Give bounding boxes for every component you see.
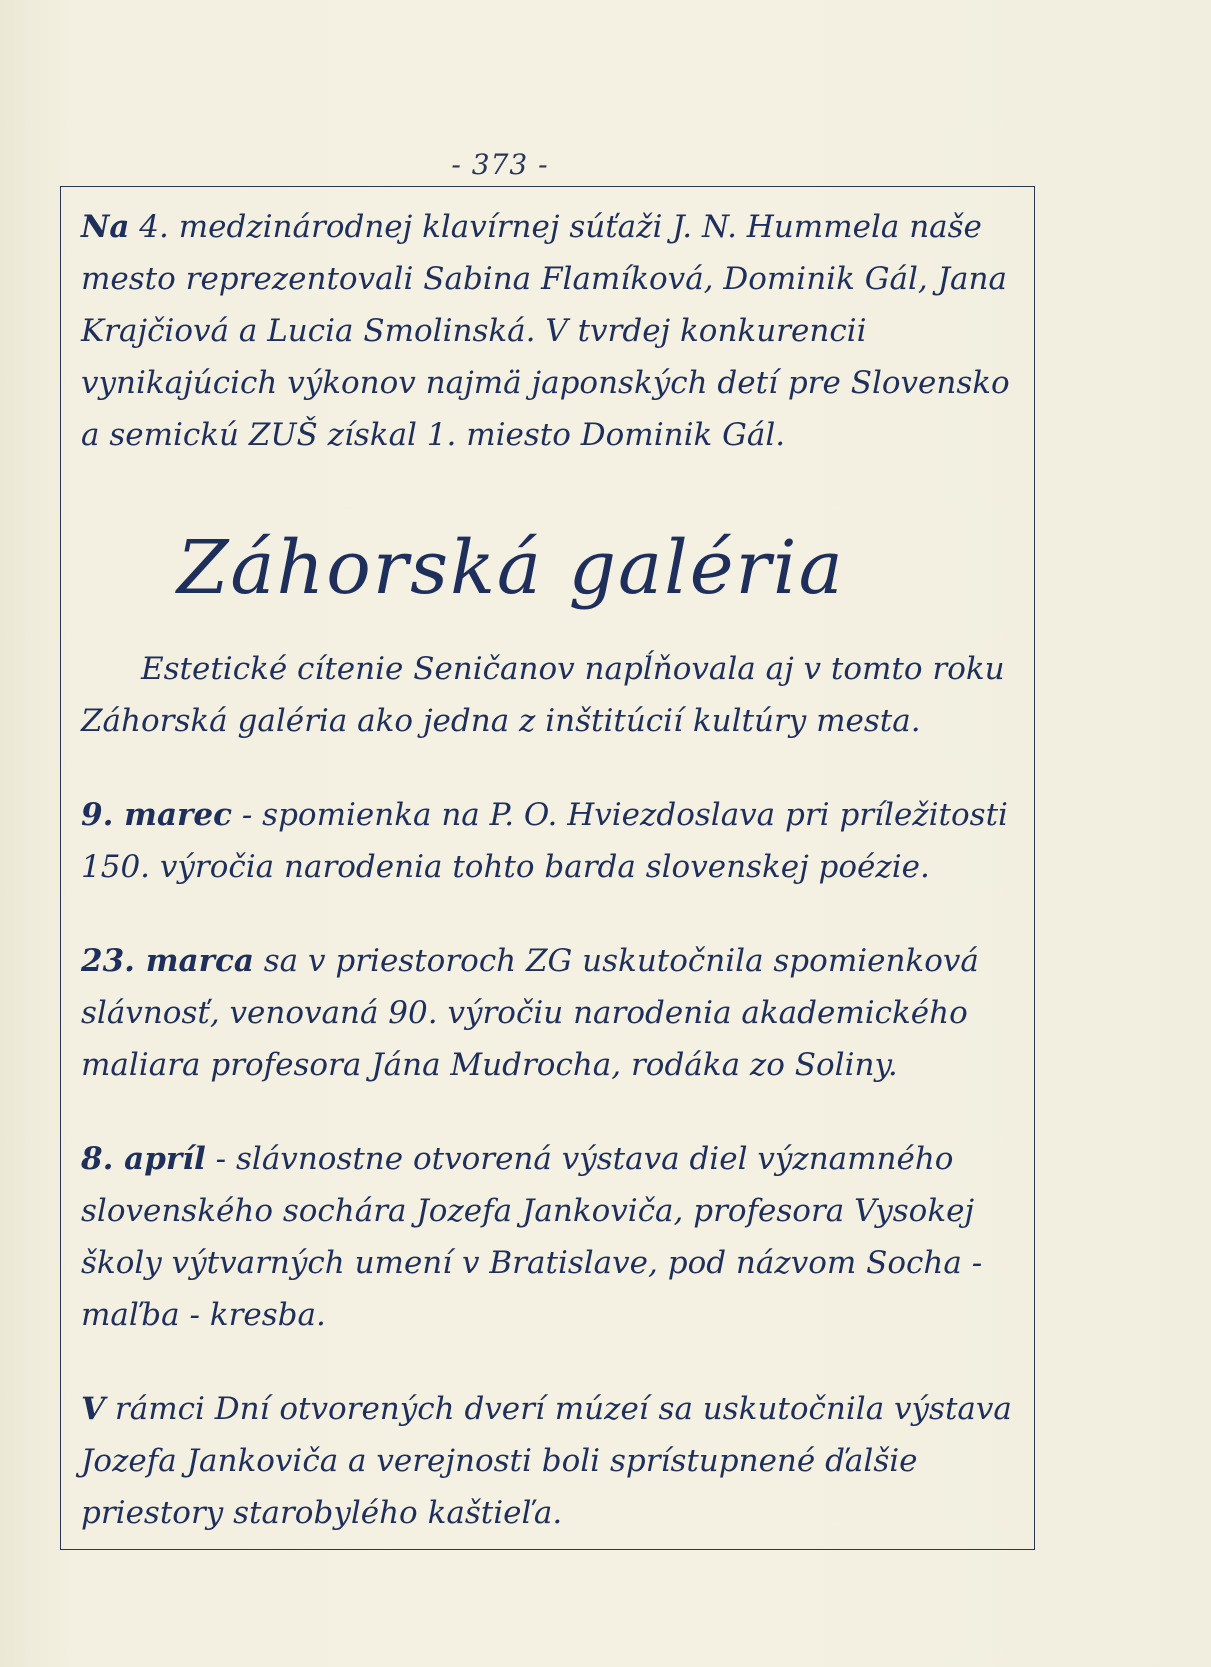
intro-text: 4. medzinárodnej klavírnej súťaži J. N. Hummela naše mesto reprezentovali Sabina Flamíková, Dominik Gál, Jana Krajčiová a Lucia Smolinská. V tvrdej konkurencii vynikajúcich výkonov najmä japonských detí pre Slovensko a semickú ZUŠ získal 1. miesto Dominik Gál.	[81, 209, 1010, 453]
section-heading: Záhorská galéria	[177, 525, 845, 611]
closing-lead: V	[81, 1391, 106, 1427]
closing-paragraph	[81, 1383, 1022, 1539]
event-entry	[81, 1133, 1022, 1341]
intro-lead: Na	[81, 209, 130, 245]
event-date: 8. apríl	[81, 1141, 206, 1177]
closing-text: rámci Dní otvorených dverí múzeí sa uskutočnila výstava Jozefa Jankoviča a verejnosti boli sprístupnené ďalšie priestory starobylého kaštieľa.	[81, 1391, 1012, 1531]
intro-paragraph	[81, 201, 1022, 461]
event-text: - slávnostne otvorená výstava diel významného slovenského sochára Jozefa Jankoviča, profesora Vysokej školy výtvarných umení v Bratislave, pod názvom Socha - maľba - kresba.	[81, 1141, 983, 1333]
event-entry	[81, 935, 1022, 1091]
event-text: sa v priestoroch ZG uskutočnila spomienková slávnosť, venovaná 90. výročiu narodenia akademického maliara profesora Jána Mudrocha, rodáka zo Soliny.	[81, 943, 979, 1083]
page-number: - 373 -	[451, 148, 549, 181]
text-frame	[60, 186, 1035, 1550]
aesthetic-paragraph: Estetické cítenie Seničanov napĺňovala aj v tomto roku Záhorská galéria ako jedna z inštitúcií kultúry mesta.	[81, 651, 1005, 739]
event-entry	[81, 789, 1022, 893]
event-date: 23. marca	[81, 943, 254, 979]
event-date: 9. marec	[81, 797, 232, 833]
handwritten-content	[81, 201, 1022, 1539]
event-text: - spomienka na P. O. Hviezdoslava pri príležitosti 150. výročia narodenia tohto barda slovenskej poézie.	[81, 797, 1008, 885]
